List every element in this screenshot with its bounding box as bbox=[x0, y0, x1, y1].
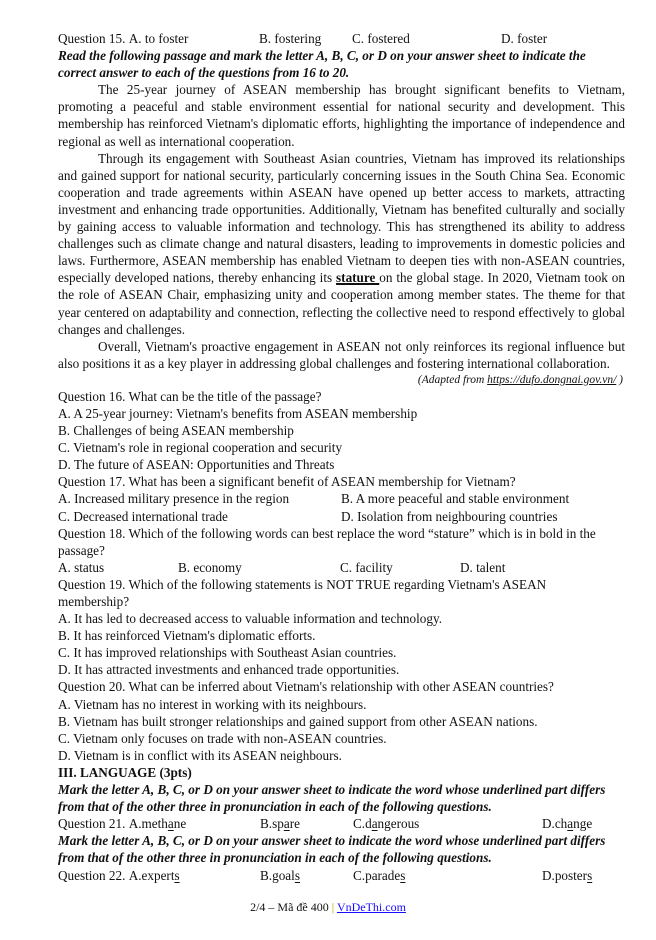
q21-b-underlined: a bbox=[283, 816, 290, 832]
q15-option-a bbox=[58, 30, 259, 47]
q19-option-c: C. It has improved relationships with Southeast Asian countries. bbox=[58, 645, 397, 661]
section-heading-language: III. LANGUAGE (3pts) bbox=[58, 764, 192, 780]
q18-option-b: B. economy bbox=[178, 559, 242, 575]
q22-label: Question 22. bbox=[58, 867, 126, 883]
q19-option-b: B. It has reinforced Vietnam's diplomatic efforts. bbox=[58, 628, 316, 644]
source-link[interactable]: https://dufo.dongnai.gov.vn/ bbox=[487, 373, 617, 386]
q15-option-b: B. fostering bbox=[259, 31, 322, 46]
q22-c-underlined: s bbox=[400, 867, 406, 883]
q19-question: Question 19. Which of the following statements is NOT TRUE regarding Vietnam's ASEAN membership? bbox=[58, 576, 547, 609]
pron-instruction-1-line-1: Mark the letter A, B, C, or D on your answer sheet to indicate the word whose underlined part differs bbox=[58, 782, 606, 798]
q21-c-post: ngerous bbox=[377, 816, 420, 832]
q22-option-c bbox=[353, 867, 542, 884]
q21-c-pre: d bbox=[365, 816, 372, 832]
q22-option-a bbox=[58, 867, 260, 884]
q19-option-d: D. It has attracted investments and enhanced trade opportunities. bbox=[58, 662, 400, 678]
q20-option-c: C. Vietnam only focuses on trade with non-ASEAN countries. bbox=[58, 730, 387, 746]
q21-b-pre: sp bbox=[272, 816, 284, 832]
q21-a-post: ne bbox=[173, 816, 187, 832]
reading-instruction-line-2: correct answer to each of the questions from 16 to 20. bbox=[58, 65, 350, 81]
q21-a-underlined: a bbox=[167, 816, 174, 832]
q18-option-a: A. status bbox=[58, 559, 105, 575]
q18-option-d: D. talent bbox=[460, 559, 506, 575]
question-22 bbox=[58, 867, 625, 884]
q22-d-pre: poster bbox=[554, 867, 588, 883]
passage-paragraph-2 bbox=[58, 150, 625, 338]
keyword-stature: stature bbox=[336, 270, 380, 286]
q21-c-letter: C. bbox=[353, 816, 366, 832]
q16-question: Question 16. What can be the title of the passage? bbox=[58, 388, 322, 404]
passage-p2-after: on the global stage. In 2020, Vietnam took on the role of ASEAN Chair, emphasizing unity and cooperation among member states. The theme for that year centered on adaptability and connection, reflecting the collective need to respond effectively to global changes and challenges. bbox=[58, 270, 625, 337]
q21-option-c bbox=[353, 815, 542, 832]
q15-option-a-text: A. to foster bbox=[128, 31, 189, 46]
q17-option-b: B. A more peaceful and stable environment bbox=[341, 491, 570, 507]
passage-paragraph-1: The 25-year journey of ASEAN membership has brought significant benefits to Vietnam, promoting a peaceful and stable environment essential for national security and development. This membership has reinforced Vietnam's diplomatic efforts, highlighting the importance of independence and regional as well as international cooperation. bbox=[58, 82, 625, 149]
q19-option-a: A. It has led to decreased access to valuable information and technology. bbox=[58, 611, 443, 627]
q16-option-d: D. The future of ASEAN: Opportunities and Threats bbox=[58, 457, 335, 473]
q16-option-c: C. Vietnam's role in regional cooperation and security bbox=[58, 440, 343, 456]
q21-label: Question 21. bbox=[58, 816, 126, 832]
q21-d-post: nge bbox=[573, 816, 593, 832]
passage-p2-before: Through its engagement with Southeast Asian countries, Vietnam has improved its relationships and gained support for national security, particularly concerning issues in the South China Sea. Economic cooperation and trade agreements within ASEAN have opened up better access to markets, attracting investment and enhancing trade opportunities. Additionally, Vietnam has benefited culturally and socially by gaining access to valuable information and technology. This has strengthened its ability to address challenges such as climate change and natural disasters, leading to improvements in domestic policies and laws. Furthermore, ASEAN membership has enabled Vietnam to deepen ties with non-ASEAN countries, especially developed nations, thereby enhancing its bbox=[58, 150, 625, 286]
q20-question: Question 20. What can be inferred about Vietnam's relationship with other ASEAN countries? bbox=[58, 679, 554, 695]
q20-option-d: D. Vietnam is in conflict with its ASEAN neighbours. bbox=[58, 747, 342, 763]
passage-paragraph-3: Overall, Vietnam's proactive engagement in ASEAN not only reinforces its regional influence but also positions it as a key player in addressing global challenges and fostering international collaboration. bbox=[58, 338, 625, 371]
q22-a-underlined: s bbox=[174, 867, 180, 883]
q22-c-pre: parade bbox=[365, 867, 401, 883]
q17-options-row-2 bbox=[58, 508, 625, 525]
q22-d-letter: D. bbox=[542, 867, 555, 883]
passage-source bbox=[58, 372, 625, 388]
q22-b-pre: goal bbox=[272, 867, 295, 883]
pron-instruction-2-line-1: Mark the letter A, B, C, or D on your answer sheet to indicate the word whose underlined part differs bbox=[58, 833, 606, 849]
q17-option-d: D. Isolation from neighbouring countries bbox=[341, 508, 558, 524]
q21-b-letter: B. bbox=[260, 816, 273, 832]
q20-option-a: A. Vietnam has no interest in working with its neighbours. bbox=[58, 696, 367, 712]
q15-label: Question 15. bbox=[58, 31, 126, 46]
q18-options bbox=[58, 559, 625, 576]
q21-a-pre: meth bbox=[141, 816, 168, 832]
q22-d-underlined: s bbox=[587, 867, 593, 883]
q20-option-b: B. Vietnam has built stronger relationships and gained support from other ASEAN nations. bbox=[58, 713, 538, 729]
q17-options-row-1 bbox=[58, 490, 625, 507]
q21-d-pre: ch bbox=[554, 816, 568, 832]
page-footer bbox=[0, 900, 656, 915]
q22-option-d bbox=[542, 867, 592, 884]
q22-c-letter: C. bbox=[353, 867, 366, 883]
q16-option-a: A. A 25-year journey: Vietnam's benefits from ASEAN membership bbox=[58, 405, 418, 421]
question-21 bbox=[58, 815, 625, 832]
pron-instruction-2-line-2: from that of the other three in pronunciation in each of the following questions. bbox=[58, 850, 492, 866]
footer-site-link[interactable]: VnDeThi.com bbox=[336, 900, 406, 914]
q17-option-a: A. Increased military presence in the region bbox=[58, 491, 290, 507]
q16-option-b: B. Challenges of being ASEAN membership bbox=[58, 423, 294, 439]
q22-option-b bbox=[260, 867, 353, 884]
q15-option-c: C. fostered bbox=[352, 31, 410, 46]
q18-question: Question 18. Which of the following words can best replace the word “stature” which is in bold in the passage? bbox=[58, 525, 596, 558]
q21-option-b bbox=[260, 815, 353, 832]
question-15 bbox=[58, 30, 625, 47]
q22-a-pre: expert bbox=[141, 867, 175, 883]
q21-option-d bbox=[542, 815, 592, 832]
q21-d-underlined: a bbox=[567, 816, 574, 832]
q21-b-post: re bbox=[289, 816, 300, 832]
q22-b-letter: B. bbox=[260, 867, 273, 883]
q21-d-letter: D. bbox=[542, 816, 555, 832]
q17-option-c: C. Decreased international trade bbox=[58, 508, 228, 524]
reading-instruction-line-1: Read the following passage and mark the letter A, B, C, or D on your answer sheet to indicate the bbox=[58, 48, 586, 64]
q21-option-a bbox=[58, 815, 260, 832]
source-prefix: (Adapted from bbox=[417, 373, 488, 386]
q21-a-letter: A. bbox=[128, 816, 142, 832]
footer-page-info: 2/4 – Mã đề 400 bbox=[250, 900, 332, 914]
exam-page bbox=[58, 30, 625, 884]
q22-b-underlined: s bbox=[294, 867, 300, 883]
pron-instruction-1-line-2: from that of the other three in pronunciation in each of the following questions. bbox=[58, 799, 492, 815]
q22-a-letter: A. bbox=[128, 867, 142, 883]
footer-separator: | bbox=[331, 900, 335, 914]
source-suffix: ) bbox=[616, 373, 623, 386]
q17-question: Question 17. What has been a significant benefit of ASEAN membership for Vietnam? bbox=[58, 474, 516, 490]
q18-option-c: C. facility bbox=[340, 559, 393, 575]
q21-c-underlined: a bbox=[371, 816, 378, 832]
q15-option-d: D. foster bbox=[501, 31, 548, 46]
